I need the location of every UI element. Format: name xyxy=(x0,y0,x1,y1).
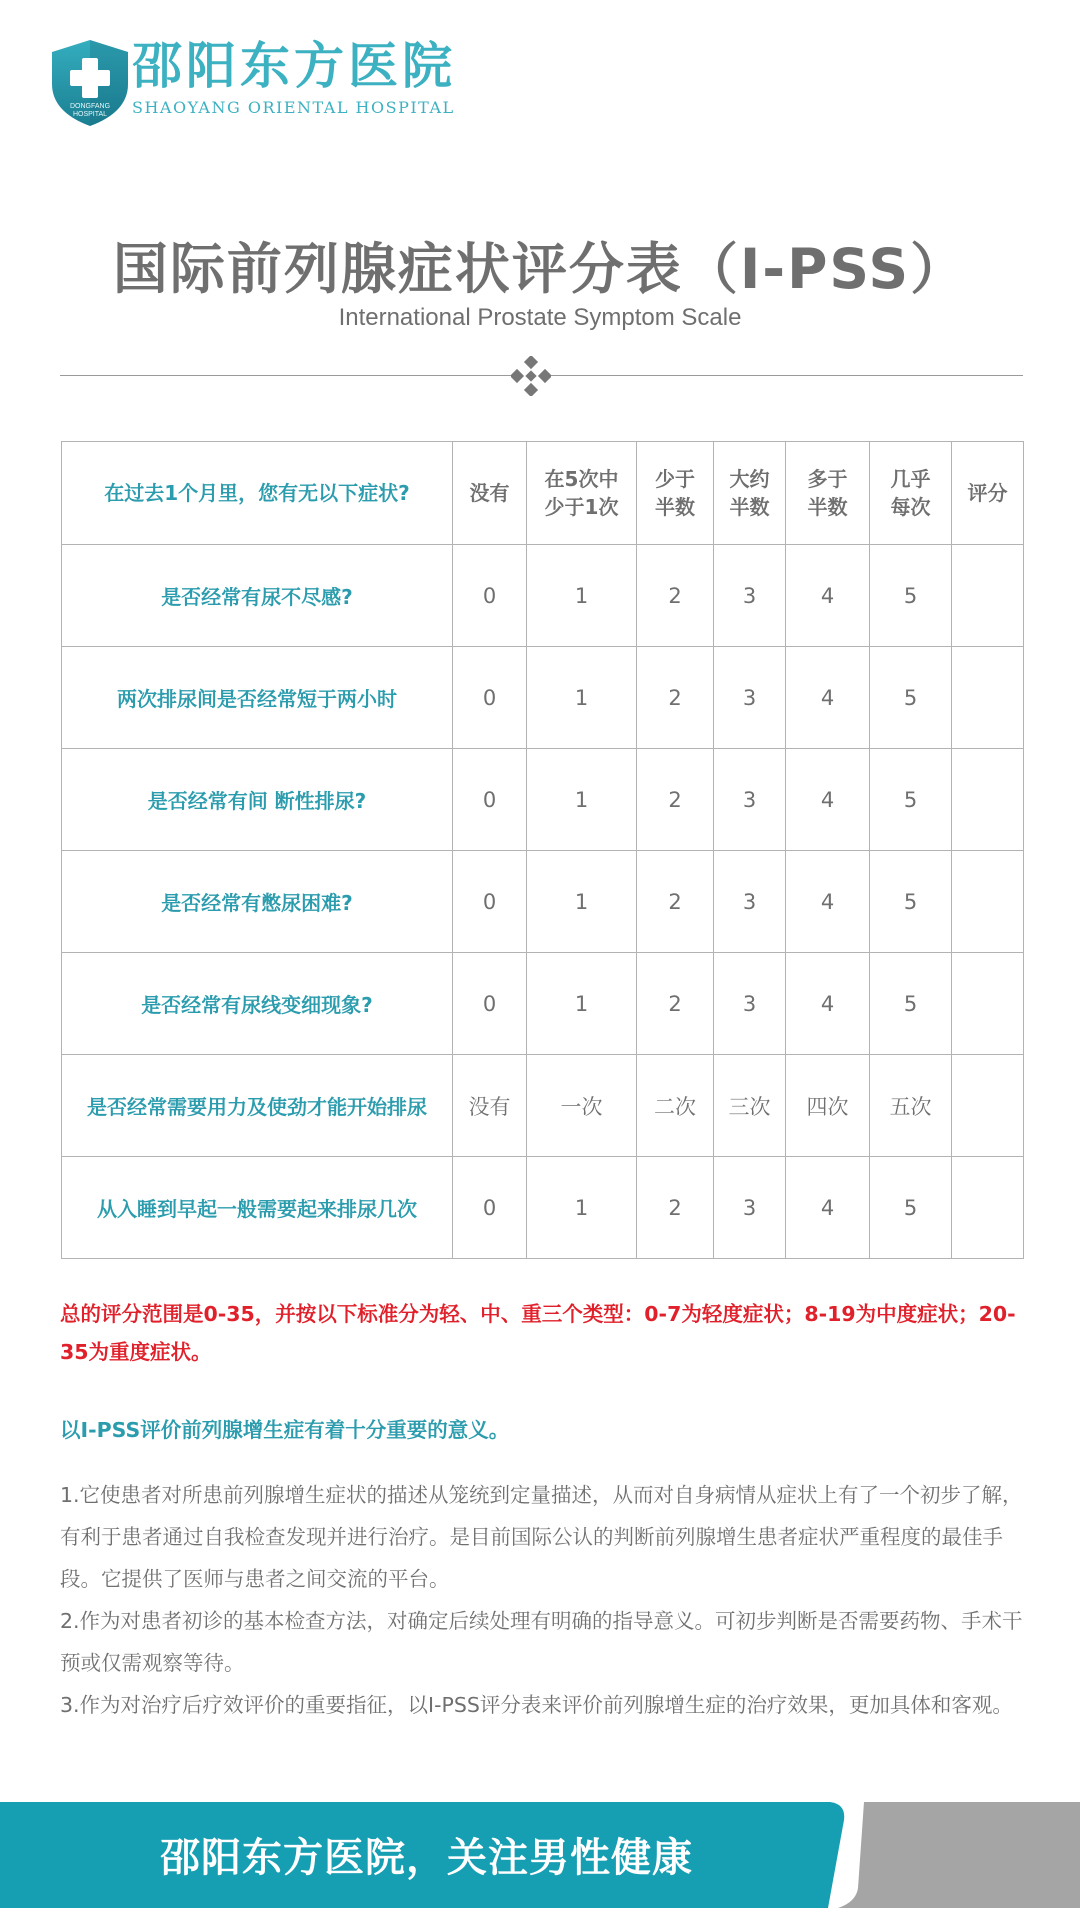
header-question: 在过去1个月里，您有无以下症状? xyxy=(62,442,453,545)
score-cell: 2 xyxy=(637,1157,714,1259)
score-cell: 0 xyxy=(453,851,527,953)
score-cell: 0 xyxy=(453,647,527,749)
table-row xyxy=(62,953,1024,1055)
table-row xyxy=(62,749,1024,851)
score-cell: 0 xyxy=(453,749,527,851)
score-cell: 4 xyxy=(786,545,870,647)
score-cell: 二次 xyxy=(637,1055,714,1157)
rating-cell xyxy=(952,749,1024,851)
header-almost-always: 几乎 每次 xyxy=(870,442,952,545)
score-cell: 3 xyxy=(714,953,786,1055)
score-cell: 3 xyxy=(714,647,786,749)
page-subtitle: International Prostate Symptom Scale xyxy=(338,304,742,331)
significance-heading: 以I-PSS评价前列腺增生症有着十分重要的意义。 xyxy=(60,1418,510,1442)
table-row xyxy=(62,545,1024,647)
score-cell: 5 xyxy=(870,749,952,851)
score-cell: 1 xyxy=(527,749,637,851)
significance-body xyxy=(60,1474,1035,1726)
paragraph: 3.作为对治疗后疗效评价的重要指征，以I-PSS评分表来评价前列腺增生症的治疗效果，更加具体和客观。 xyxy=(60,1693,1013,1717)
logo-text-hospital: HOSPITAL xyxy=(72,111,108,118)
question-cell: 是否经常需要用力及使劲才能开始排尿 xyxy=(62,1055,453,1157)
question-cell: 两次排尿间是否经常短于两小时 xyxy=(62,647,453,749)
hospital-logo xyxy=(44,36,136,128)
header-less-than-1-in-5: 在5次中 少于1次 xyxy=(527,442,637,545)
score-cell: 1 xyxy=(527,1157,637,1259)
score-cell: 0 xyxy=(453,953,527,1055)
page-title: 国际前列腺症状评分表（I-PSS） xyxy=(112,237,968,301)
logo-text-dongfang: DONGFANG xyxy=(69,103,111,110)
header-more-than-half: 多于 半数 xyxy=(786,442,870,545)
score-cell: 4 xyxy=(786,647,870,749)
header-less-than-half: 少于 半数 xyxy=(637,442,714,545)
score-cell: 3 xyxy=(714,749,786,851)
score-cell: 2 xyxy=(637,953,714,1055)
score-cell: 1 xyxy=(527,647,637,749)
rating-cell xyxy=(952,953,1024,1055)
score-cell: 4 xyxy=(786,953,870,1055)
table-header-row xyxy=(62,442,1024,545)
score-cell: 五次 xyxy=(870,1055,952,1157)
rating-cell xyxy=(952,1157,1024,1259)
score-cell: 三次 xyxy=(714,1055,786,1157)
table-row xyxy=(62,647,1024,749)
score-cell: 5 xyxy=(870,953,952,1055)
table-row xyxy=(62,851,1024,953)
table-row xyxy=(62,1055,1024,1157)
score-cell: 0 xyxy=(453,545,527,647)
table-row xyxy=(62,1157,1024,1259)
question-cell: 是否经常有间 断性排尿? xyxy=(62,749,453,851)
question-cell: 是否经常有尿线变细现象? xyxy=(62,953,453,1055)
score-cell: 1 xyxy=(527,953,637,1055)
score-cell: 4 xyxy=(786,851,870,953)
header-about-half: 大约 半数 xyxy=(714,442,786,545)
ipss-score-table xyxy=(61,441,1024,1259)
brand-name-en: SHAOYANG ORIENTAL HOSPITAL xyxy=(132,98,455,117)
footer-slogan: 邵阳东方医院，关注男性健康 xyxy=(160,1834,693,1881)
score-cell: 2 xyxy=(637,749,714,851)
score-cell: 2 xyxy=(637,545,714,647)
score-cell: 3 xyxy=(714,851,786,953)
question-cell: 是否经常有憋尿困难? xyxy=(62,851,453,953)
score-cell: 4 xyxy=(786,1157,870,1259)
diamond-ornament-icon xyxy=(511,356,551,396)
score-cell: 3 xyxy=(714,1157,786,1259)
paragraph: 1.它使患者对所患前列腺增生症状的描述从笼统到定量描述，从而对自身病情从症状上有了一个初步了解，有利于患者通过自我检查发现并进行治疗。是目前国际公认的判断前列腺增生患者症状严重程度的最佳手段。它提供了医师与患者之间交流的平台。 xyxy=(60,1483,1023,1591)
score-cell: 5 xyxy=(870,851,952,953)
score-cell: 5 xyxy=(870,1157,952,1259)
rating-cell xyxy=(952,851,1024,953)
question-cell: 从入睡到早起一般需要起来排尿几次 xyxy=(62,1157,453,1259)
score-cell: 2 xyxy=(637,851,714,953)
score-cell: 3 xyxy=(714,545,786,647)
rating-cell xyxy=(952,1055,1024,1157)
score-cell: 没有 xyxy=(453,1055,527,1157)
score-cell: 4 xyxy=(786,749,870,851)
score-cell: 一次 xyxy=(527,1055,637,1157)
question-cell: 是否经常有尿不尽感? xyxy=(62,545,453,647)
score-cell: 2 xyxy=(637,647,714,749)
score-cell: 四次 xyxy=(786,1055,870,1157)
header-none: 没有 xyxy=(453,442,527,545)
rating-cell xyxy=(952,545,1024,647)
score-cell: 1 xyxy=(527,545,637,647)
score-range-note: 总的评分范围是0-35，并按以下标准分为轻、中、重三个类型：0-7为轻度症状；8-19为中度症状；20-35为重度症状。 xyxy=(60,1302,1016,1364)
score-cell: 5 xyxy=(870,647,952,749)
rating-cell xyxy=(952,647,1024,749)
paragraph: 2.作为对患者初诊的基本检查方法，对确定后续处理有明确的指导意义。可初步判断是否需要药物、手术干预或仅需观察等待。 xyxy=(60,1609,1023,1675)
footer-gray-panel xyxy=(838,1802,1080,1908)
score-cell: 0 xyxy=(453,1157,527,1259)
score-cell: 1 xyxy=(527,851,637,953)
score-cell: 5 xyxy=(870,545,952,647)
brand-name-cn: 邵阳东方医院 xyxy=(132,37,456,95)
header-score: 评分 xyxy=(952,442,1024,545)
